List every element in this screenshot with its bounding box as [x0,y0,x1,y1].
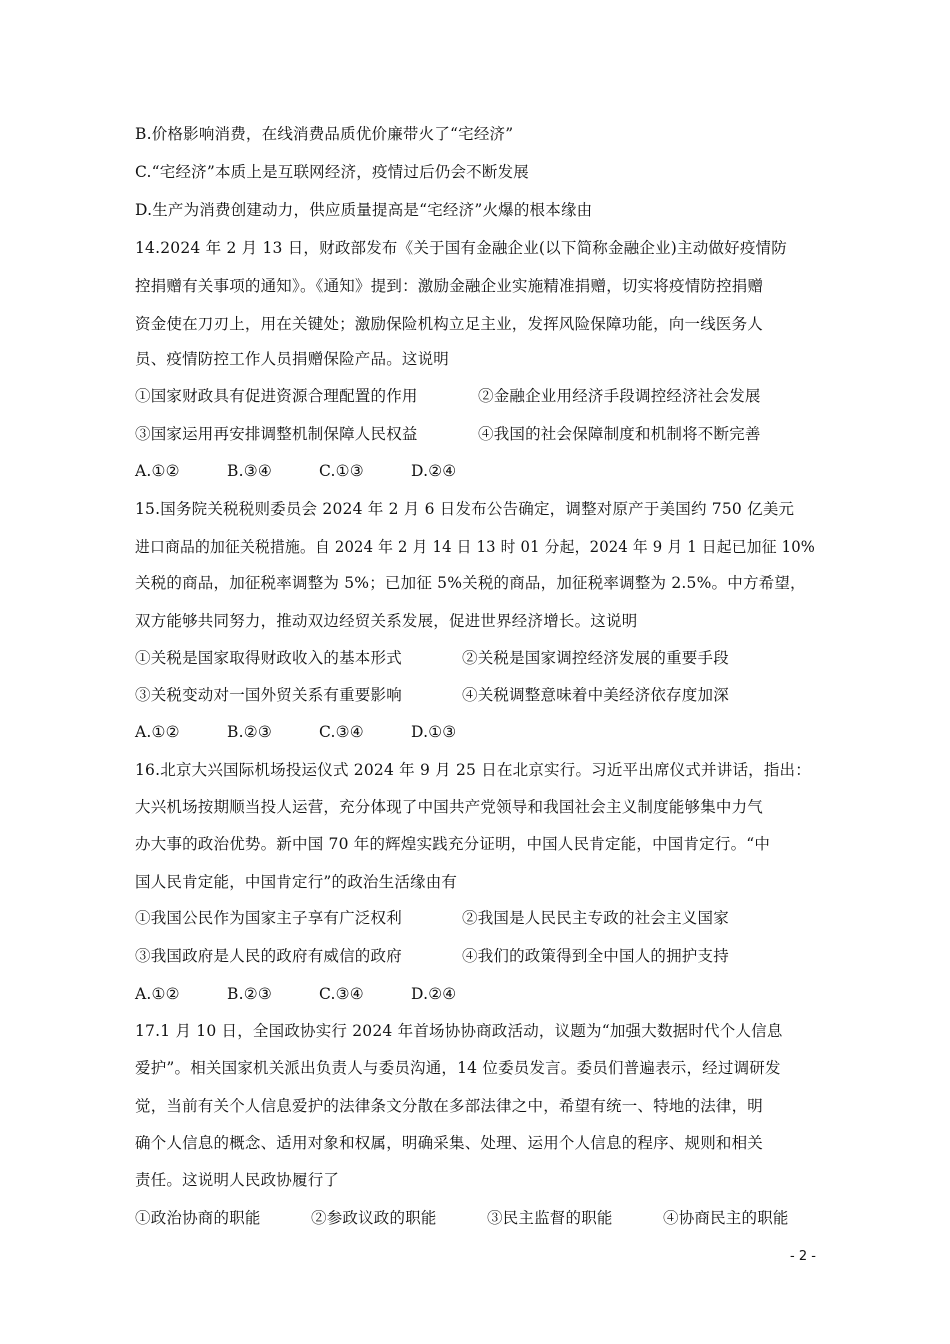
q14-choice-d: D.②④ [411,462,457,480]
q17-statement-3: ③民主监督的职能 [487,1209,613,1227]
q14-statement-3: ③国家运用再安排调整机制保障人民权益 [135,425,418,443]
q15-choice-a: A.①② [135,723,180,741]
q15-stem-line: 关税的商品，加征税率调整为 5%；已加征 5%关税的商品，加征税率调整为 2.5%。中方希望， [135,574,806,592]
q17-stem-line: 觉，当前有关个人信息爱护的法律条文分散在多部法律之中，希望有统一、特地的法律，明 [135,1097,764,1115]
q13-option-c: C.“宅经济”本质上是互联网经济，疫情过后仍会不断发展 [135,163,529,181]
q16-statement-2: ②我国是人民民主专政的社会主义国家 [462,909,729,927]
q14-stem-line: 控捐赠有关事项的通知》。《通知》提到：激励金融企业实施精准捐赠，切实将疫情防控捐赠 [135,277,764,295]
q16-statement-3: ③我国政府是人民的政府有威信的政府 [135,947,402,965]
q14-statement-4: ④我国的社会保障制度和机制将不断完善 [478,425,761,443]
q13-option-b: B.价格影响消费，在线消费品质优价廉带火了“宅经济” [135,125,514,143]
q15-statement-2: ②关税是国家调控经济发展的重要手段 [462,649,729,667]
q17-stem-line: 确个人信息的概念、适用对象和权属，明确采集、处理、运用个人信息的程序、规则和相关 [135,1134,764,1152]
q14-stem-line: 员、疫情防控工作人员捐赠保险产品。这说明 [135,350,450,368]
q15-stem-line: 双方能够共同努力，推动双边经贸关系发展，促进世界经济增长。这说明 [135,612,638,630]
q15-stem-line: 进口商品的加征关税措施。自 2024 年 2 月 14 日 13 时 01 分起，2024 年 9 月 1 日起已加征 10% [135,538,816,556]
q14-statement-1: ①国家财政具有促进资源合理配置的作用 [135,387,418,405]
q14-choice-a: A.①② [135,462,180,480]
q16-stem-line: 国人民肯定能，中国肯定行”的政治生活缘由有 [135,873,458,891]
q16-choice-d: D.②④ [411,985,457,1003]
q15-statement-3: ③关税变动对一国外贸关系有重要影响 [135,686,402,704]
q15-stem-line: 15.国务院关税税则委员会 2024 年 2 月 6 日发布公告确定，调整对原产于美国约 750 亿美元 [135,500,795,518]
q15-choice-d: D.①③ [411,723,457,741]
q17-statement-1: ①政治协商的职能 [135,1209,261,1227]
q15-statement-1: ①关税是国家取得财政收入的基本形式 [135,649,402,667]
q15-choice-b: B.②③ [227,723,272,741]
page-number: - 2 - [790,1249,816,1264]
q16-choice-b: B.②③ [227,985,272,1003]
q16-stem-line: 办大事的政治优势。新中国 70 年的辉煌实践充分证明，中国人民肯定能，中国肯定行。“中 [135,835,771,853]
q15-statement-4: ④关税调整意味着中美经济依存度加深 [462,686,729,704]
q14-choice-b: B.③④ [227,462,272,480]
q13-option-d: D.生产为消费创建动力，供应质量提高是“宅经济”火爆的根本缘由 [135,201,593,219]
q14-stem-line: 14.2024 年 2 月 13 日，财政部发布《关于国有金融企业(以下简称金融企业)主动做好疫情防 [135,239,787,257]
q17-stem-line: 17.1 月 10 日，全国政协实行 2024 年首场协协商政活动，议题为“加强大数据时代个人信息 [135,1022,783,1040]
q17-statement-2: ②参政议政的职能 [311,1209,437,1227]
q16-statement-4: ④我们的政策得到全中国人的拥护支持 [462,947,729,965]
q14-statement-2: ②金融企业用经济手段调控经济社会发展 [478,387,761,405]
q16-choice-a: A.①② [135,985,180,1003]
q16-statement-1: ①我国公民作为国家主子享有广泛权利 [135,909,402,927]
q15-choice-c: C.③④ [319,723,364,741]
q16-stem-line: 16.北京大兴国际机场投运仪式 2024 年 9 月 25 日在北京实行。习近平出席仪式并讲话，指出： [135,761,811,779]
q14-choice-c: C.①③ [319,462,364,480]
q17-stem-line: 责任。这说明人民政协履行了 [135,1171,340,1189]
q17-statement-4: ④协商民主的职能 [663,1209,789,1227]
q14-stem-line: 资金使在刀刃上，用在关键处；激励保险机构立足主业，发挥风险保障功能，向一线医务人 [135,315,764,333]
q16-choice-c: C.③④ [319,985,364,1003]
q16-stem-line: 大兴机场按期顺当投人运营，充分体现了中国共产党领导和我国社会主义制度能够集中力气 [135,798,764,816]
q17-stem-line: 爱护”。相关国家机关派出负责人与委员沟通，14 位委员发言。委员们普遍表示，经过调研发 [135,1059,781,1077]
